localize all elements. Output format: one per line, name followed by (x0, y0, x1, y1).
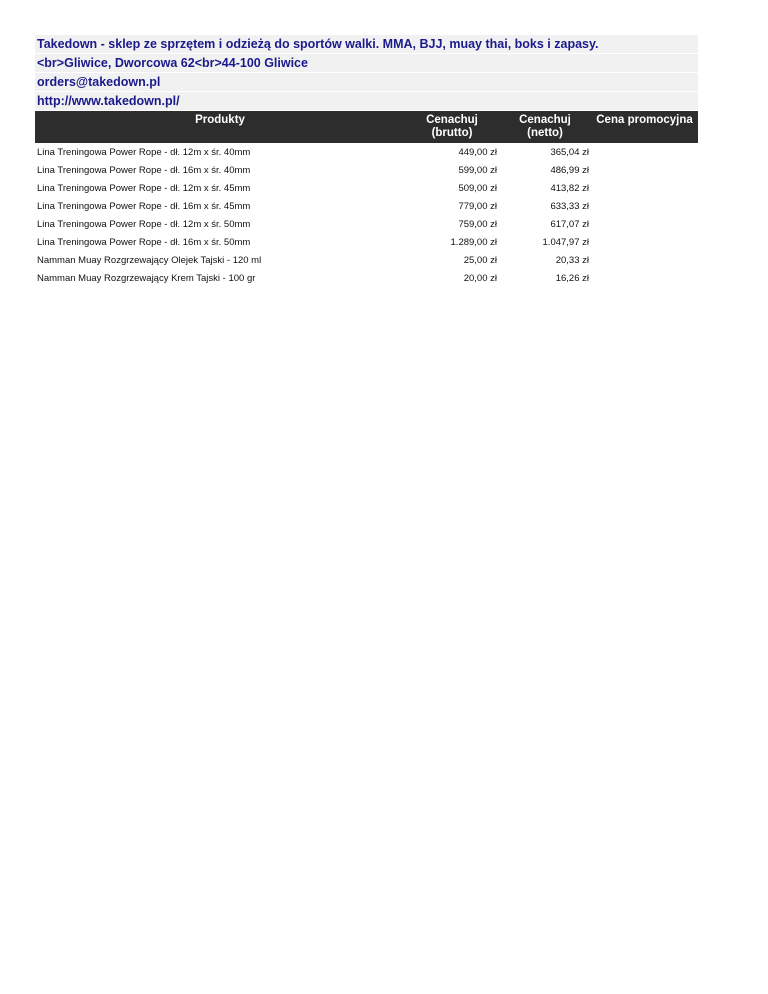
table-header-row (35, 111, 698, 143)
shop-email[interactable]: orders@takedown.pl (35, 73, 698, 91)
product-name: Lina Treningowa Power Rope - dł. 16m x śr. 50mm (37, 236, 251, 248)
table-row (35, 233, 698, 251)
promo-price (591, 233, 698, 251)
column-header-net-line1: Cenachuj (519, 114, 571, 126)
table-row (35, 215, 698, 233)
table-row (35, 179, 698, 197)
table-row (35, 161, 698, 179)
promo-price (591, 215, 698, 233)
promo-price (591, 269, 698, 287)
net-price: 1.047,97 zł (542, 236, 589, 248)
column-header-products-label: Produkty (195, 114, 245, 126)
gross-price: 779,00 zł (458, 200, 497, 212)
promo-price (591, 251, 698, 269)
product-name: Namman Muay Rozgrzewający Olejek Tajski - 120 ml (37, 254, 262, 266)
gross-price: 1.289,00 zł (450, 236, 497, 248)
product-name: Lina Treningowa Power Rope - dł. 12m x śr. 40mm (37, 146, 251, 158)
column-header-gross-price (405, 111, 499, 143)
shop-website[interactable]: http://www.takedown.pl/ (35, 92, 698, 110)
column-header-gross-line1: Cenachuj (426, 114, 478, 126)
shop-title: Takedown - sklep ze sprzętem i odzieżą do sportów walki. MMA, BJJ, muay thai, boks i zapasy. (35, 35, 698, 53)
column-header-products (35, 111, 405, 143)
net-price: 633,33 zł (550, 200, 589, 212)
products-table (35, 111, 698, 287)
column-header-promo-label: Cena promocyjna (596, 114, 693, 126)
product-name: Namman Muay Rozgrzewający Krem Tajski - 100 gr (37, 272, 256, 284)
gross-price: 509,00 zł (458, 182, 497, 194)
gross-price: 20,00 zł (463, 272, 497, 284)
promo-price (591, 161, 698, 179)
price-list-sheet (35, 35, 698, 287)
promo-price (591, 179, 698, 197)
product-name: Lina Treningowa Power Rope - dł. 12m x śr. 45mm (37, 182, 251, 194)
net-price: 20,33 zł (555, 254, 589, 266)
gross-price: 25,00 zł (463, 254, 497, 266)
net-price: 486,99 zł (550, 164, 589, 176)
table-row (35, 251, 698, 269)
promo-price (591, 143, 698, 161)
table-row (35, 197, 698, 215)
column-header-net-price (499, 111, 591, 143)
product-name: Lina Treningowa Power Rope - dł. 16m x śr. 40mm (37, 164, 251, 176)
gross-price: 449,00 zł (458, 146, 497, 158)
column-header-gross-line2: (brutto) (431, 127, 473, 139)
table-row (35, 143, 698, 161)
promo-price (591, 197, 698, 215)
shop-address: <br>Gliwice, Dworcowa 62<br>44-100 Gliwice (35, 54, 698, 72)
product-name: Lina Treningowa Power Rope - dł. 16m x śr. 45mm (37, 200, 251, 212)
column-header-promo-price (591, 111, 698, 143)
gross-price: 759,00 zł (458, 218, 497, 230)
net-price: 365,04 zł (550, 146, 589, 158)
net-price: 617,07 zł (550, 218, 589, 230)
product-name: Lina Treningowa Power Rope - dł. 12m x śr. 50mm (37, 218, 251, 230)
table-row (35, 269, 698, 287)
net-price: 413,82 zł (550, 182, 589, 194)
column-header-net-line2: (netto) (527, 127, 563, 139)
gross-price: 599,00 zł (458, 164, 497, 176)
net-price: 16,26 zł (555, 272, 589, 284)
